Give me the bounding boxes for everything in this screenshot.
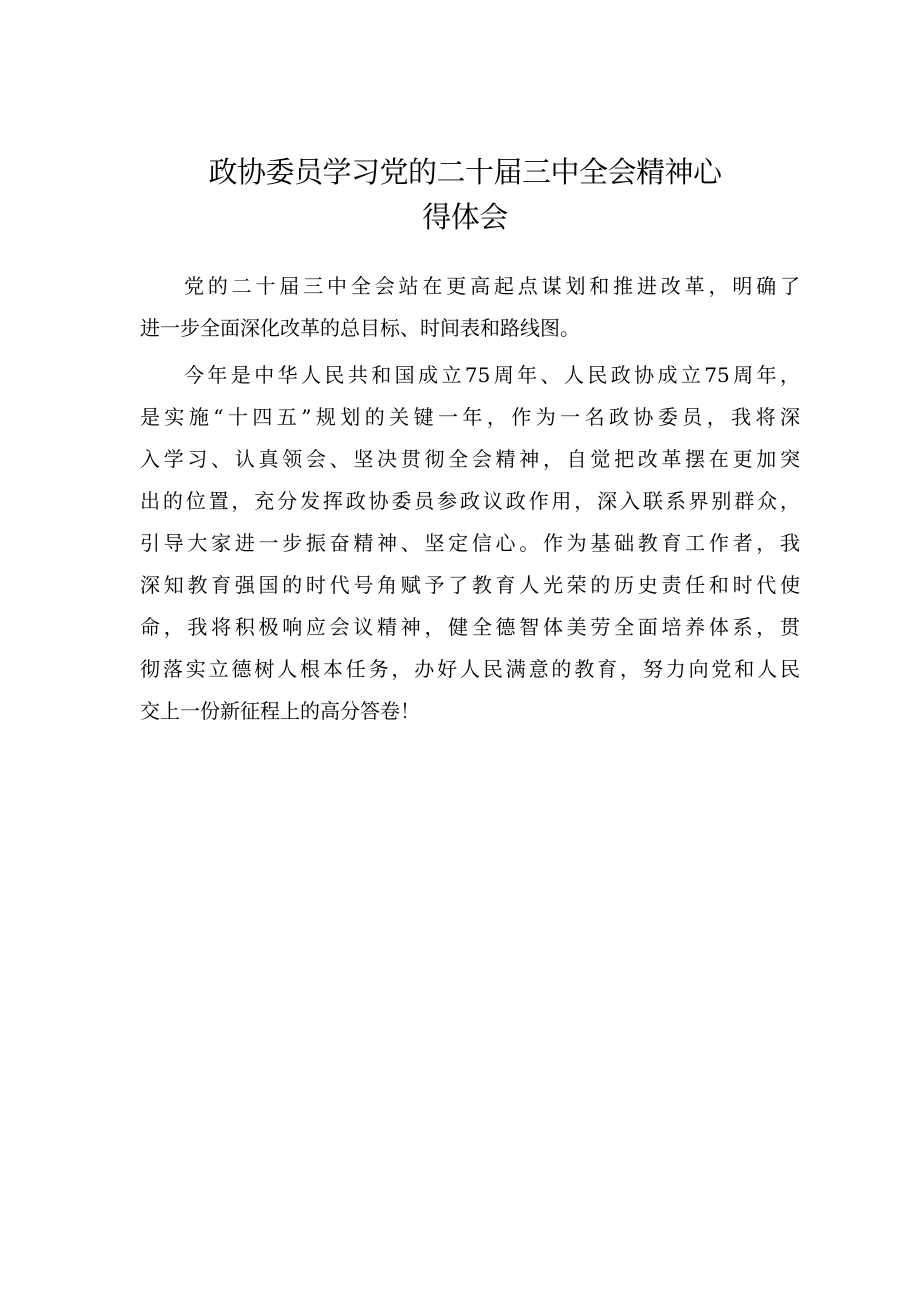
paragraph xyxy=(140,354,800,732)
text-line: 命，我将积极响应会议精神，健全德智体美劳全面培养体系，贯 xyxy=(140,615,800,639)
title-line: 得体会 xyxy=(422,200,508,234)
text-line: 引导大家进一步振奋精神、坚定信心。作为基础教育工作者，我 xyxy=(140,531,800,555)
text-line: 交上一份新征程上的高分答卷！ xyxy=(140,699,420,723)
title-line: 政协委员学习党的二十届三中全会精神心 xyxy=(208,155,722,189)
text-line: 深知教育强国的时代号角赋予了教育人光荣的历史责任和时代使 xyxy=(140,573,800,597)
text-line: 进一步全面深化改革的总目标、时间表和路线图。 xyxy=(140,316,580,340)
document-body xyxy=(140,265,800,737)
text-line: 今年是中华人民共和国成立75周年、人民政协成立75周年， xyxy=(184,363,800,387)
text-line: 党的二十届三中全会站在更高起点谋划和推进改革，明确了 xyxy=(184,274,800,298)
text-line: 是实施“十四五”规划的关键一年，作为一名政协委员，我将深 xyxy=(140,405,800,429)
text-line: 入学习、认真领会、坚决贯彻全会精神，自觉把改革摆在更加突 xyxy=(140,447,800,471)
document-title xyxy=(120,150,810,240)
paragraph xyxy=(140,265,800,349)
text-line: 出的位置，充分发挥政协委员参政议政作用，深入联系界别群众， xyxy=(140,489,800,513)
text-line: 彻落实立德树人根本任务，办好人民满意的教育，努力向党和人民 xyxy=(140,657,800,681)
